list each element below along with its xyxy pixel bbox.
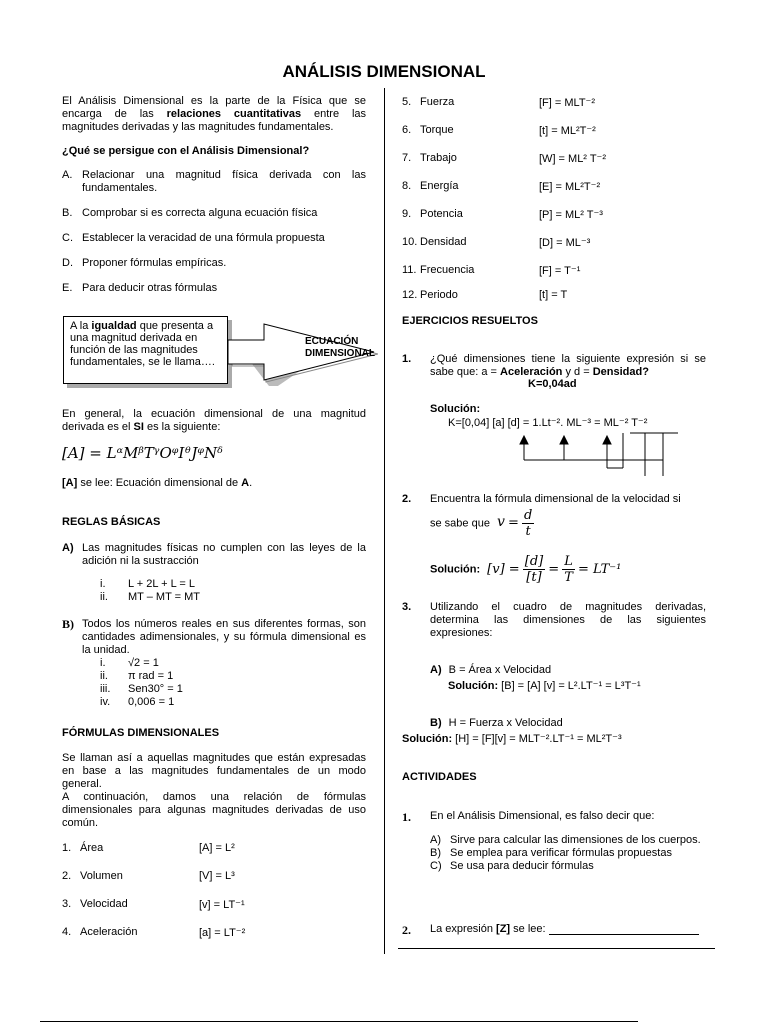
formulas-heading: FÓRMULAS DIMENSIONALES (62, 727, 220, 739)
exercise-number: 2. (402, 493, 412, 505)
general-formula: [A] = LᵅMᵝTᵞOᵠIᶿJᵠNᵟ (62, 444, 223, 462)
activity-number: 1. (402, 810, 411, 824)
activity-number: 2. (402, 923, 411, 937)
list-item: iv. 0,006 = 1 (100, 696, 175, 708)
exercise-number: 1. (402, 353, 412, 365)
table-row: 4. Aceleración [a] = LT⁻² (62, 926, 246, 939)
solution-label: Solución: (430, 403, 481, 415)
list-item: B) Se emplea para verificar fórmulas propuestas (430, 847, 672, 859)
activity-1-question: En el Análisis Dimensional, es falso decir que: (430, 810, 655, 822)
list-item: B. Comprobar si es correcta alguna ecuación física (62, 207, 318, 219)
bottom-rule (398, 948, 715, 949)
list-item: ii. π rad = 1 (100, 670, 174, 682)
table-row: 7. Trabajo [W] = ML² T⁻² (402, 152, 607, 165)
table-row: 6. Torque [t] = ML²T⁻² (402, 124, 596, 137)
list-item: A) Sirve para calcular las dimensiones de los cuerpos. (430, 834, 701, 846)
fraction: $\frac{[d]}{[t]}$ (524, 554, 544, 585)
exercise-number: 3. (402, 601, 412, 613)
rule-a: A) Las magnitudes físicas no cumplen con las leyes de la adición ni la sustracción (62, 542, 366, 567)
rule-a-items (62, 578, 200, 604)
exercise-3-question: Utilizando el cuadro de magnitudes derivadas, determina las dimensiones de las siguientes expresiones: (430, 601, 706, 639)
exercise-2-question: Encuentra la fórmula dimensional de la velocidad si (430, 493, 681, 505)
exercise-1-question: ¿Qué dimensiones tiene la siguiente expresión si se sabe que: a = Aceleración y d = Densidad? (430, 353, 706, 378)
purpose-heading: ¿Qué se persigue con el Análisis Dimensional? (62, 145, 310, 157)
exercise-2-given: se sabe que v = $\frac{d}{t}$ (430, 508, 533, 539)
purpose-list (62, 169, 366, 295)
list-item: i. √2 = 1 (100, 657, 159, 669)
list-item: C) Se usa para deducir fórmulas (430, 860, 594, 872)
list-item: i. L + 2L + L = L (100, 578, 195, 590)
page-title: ANÁLISIS DIMENSIONAL (282, 62, 486, 81)
formulas-intro: Se llaman así a aquellas magnitudes que están expresadas en base a las magnitudes fundamentales de un modo general. A continuación, damos una relación de fórmulas dimensionales para algunas magnitudes derivadas de uso común. (62, 752, 366, 829)
table-row: 1. Área [A] = L² (62, 842, 235, 854)
exercises-heading: EJERCICIOS RESUELTOS (402, 315, 538, 327)
formula-table-left (62, 842, 366, 952)
exercise-3a-solution: Solución: [B] = [A] [v] = L².LT⁻¹ = L³T⁻¹ (448, 680, 641, 692)
activity-2-question: La expresión [Z] se lee: (430, 923, 699, 935)
formula-table-right (402, 96, 722, 306)
fraction: $\frac{L}{T}$ (564, 554, 573, 585)
intro-text: El Análisis Dimensional es la parte de la Física que se encarga de las (62, 95, 366, 120)
exercise-3a: A) B = Área x Velocidad (430, 664, 552, 676)
table-row: 10. Densidad [D] = ML⁻³ (402, 236, 591, 249)
reads-line: [A] se lee: Ecuación dimensional de A. (62, 477, 253, 489)
list-item: ii. MT – MT = MT (100, 591, 201, 603)
table-row: 3. Velocidad [v] = LT⁻¹ (62, 898, 245, 911)
rule-b-items (62, 657, 183, 709)
exercise-2-solution: Solución: [v] = $\frac{[d]}{[t]}$ = $\frac{L}{T}$ = LT⁻¹ (430, 554, 622, 585)
table-row: 2. Volumen [V] = L³ (62, 870, 235, 882)
answer-blank[interactable] (549, 924, 699, 935)
intro-text-end: entre las magnitudes derivadas y las magnitudes fundamentales. (62, 108, 367, 133)
activity-1-options (430, 834, 706, 873)
solution-arrows (510, 428, 710, 476)
table-row: 5. Fuerza [F] = MLT⁻² (402, 96, 596, 109)
table-row: 11. Frecuencia [F] = T⁻¹ (402, 264, 581, 277)
general-paragraph: En general, la ecuación dimensional de una magnitud derivada es el SI es la siguiente: (62, 408, 366, 433)
rules-heading: REGLAS BÁSICAS (62, 516, 161, 528)
table-row: 12. Periodo [t] = T (402, 289, 568, 301)
list-item: A. Relacionar una magnitud física derivada con las fundamentales. (62, 169, 366, 194)
list-item: D. Proponer fórmulas empíricas. (62, 257, 227, 269)
fraction: $\frac{d}{t}$ (523, 508, 533, 539)
intro-bold: relaciones cuantitativas (166, 108, 302, 120)
rule-b: B) Todos los números reales en sus diferentes formas, son cantidades adimensionales, y su fórmula dimensional es la unidad. (62, 617, 366, 656)
table-row: 9. Potencia [P] = ML² T⁻³ (402, 208, 603, 221)
table-row: 8. Energía [E] = ML²T⁻² (402, 180, 601, 193)
arrow-label: ECUACIÓN DIMENSIONAL (305, 336, 375, 359)
list-item: iii. Sen30° = 1 (100, 683, 183, 695)
activities-heading: ACTIVIDADES (402, 771, 477, 783)
intro-paragraph (62, 95, 366, 134)
list-item: E. Para deducir otras fórmulas (62, 282, 218, 294)
exercise-1-solution: K=[0,04] [a] [d] = 1.Lt⁻². ML⁻³ = ML⁻² T⁻² (448, 417, 648, 429)
definition-box: A la igualdad que presenta a una magnitud derivada en función de las magnitudes fundamentales, se le llama…. (63, 316, 228, 384)
exercise-3b: B) H = Fuerza x Velocidad (430, 717, 563, 729)
footer-rule (40, 1021, 638, 1022)
column-divider (384, 88, 385, 954)
list-item: C. Establecer la veracidad de una fórmula propuesta (62, 232, 325, 244)
exercise-1-formula: K=0,04ad (528, 378, 577, 390)
exercise-3b-solution: Solución: [H] = [F][v] = MLT⁻².LT⁻¹ = ML²T⁻³ (402, 733, 622, 745)
